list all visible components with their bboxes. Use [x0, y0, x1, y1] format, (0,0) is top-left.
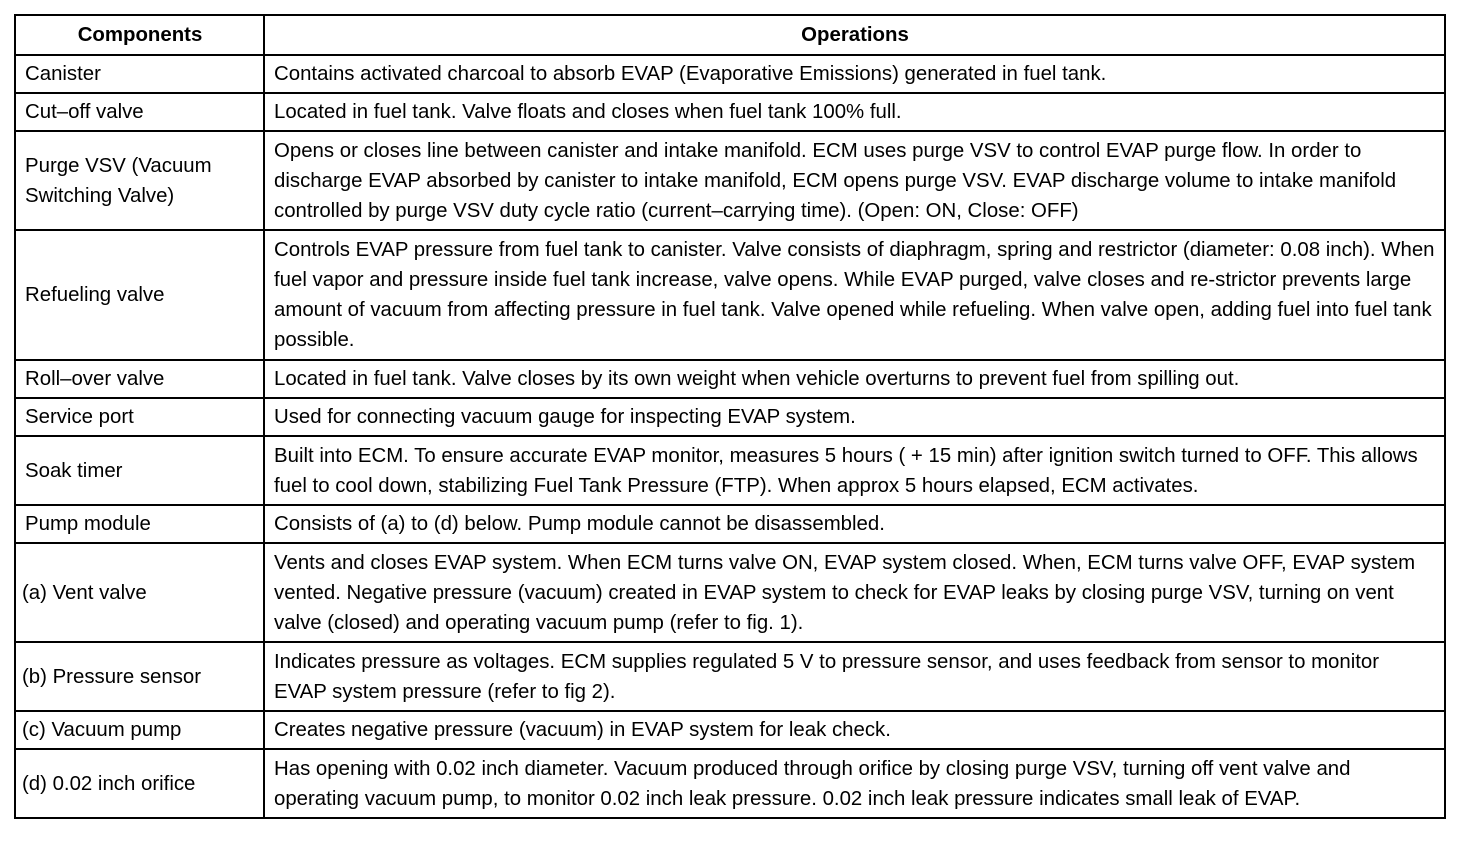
table-row — [15, 436, 1445, 505]
table-row — [15, 642, 1445, 711]
table-row — [15, 55, 1445, 93]
table-row — [15, 505, 1445, 543]
table-row — [15, 360, 1445, 398]
component-cell: (d) 0.02 inch orifice — [15, 749, 264, 818]
operation-cell: Consists of (a) to (d) below. Pump module cannot be disassembled. — [264, 505, 1445, 543]
evap-components-table — [14, 14, 1446, 819]
component-cell: Roll–over valve — [15, 360, 264, 398]
operation-cell: Indicates pressure as voltages. ECM supplies regulated 5 V to pressure sensor, and uses feedback from sensor to monitor EVAP system pressure (refer to fig 2). — [264, 642, 1445, 711]
operation-cell: Opens or closes line between canister and intake manifold. ECM uses purge VSV to control EVAP purge flow. In order to discharge EVAP absorbed by canister to intake manifold, ECM opens purge VSV. EVAP discharge volume to intake manifold controlled by purge VSV duty cycle ratio (current–carrying time). (Open: ON, Close: OFF) — [264, 131, 1445, 230]
operation-cell: Vents and closes EVAP system. When ECM turns valve ON, EVAP system closed. When, ECM turns valve OFF, EVAP system vented. Negative pressure (vacuum) created in EVAP system to check for EVAP leaks by closing purge VSV, turning on vent valve (closed) and operating vacuum pump (refer to fig. 1). — [264, 543, 1445, 642]
component-cell: (c) Vacuum pump — [15, 711, 264, 749]
operation-cell: Contains activated charcoal to absorb EVAP (Evaporative Emissions) generated in fuel tank. — [264, 55, 1445, 93]
table-row — [15, 543, 1445, 642]
component-cell: Soak timer — [15, 436, 264, 505]
operation-cell: Has opening with 0.02 inch diameter. Vacuum produced through orifice by closing purge VSV, turning off vent valve and operating vacuum pump, to monitor 0.02 inch leak pressure. 0.02 inch leak pressure indicates small leak of EVAP. — [264, 749, 1445, 818]
component-cell: Pump module — [15, 505, 264, 543]
component-cell: (b) Pressure sensor — [15, 642, 264, 711]
component-cell: (a) Vent valve — [15, 543, 264, 642]
table-row — [15, 131, 1445, 230]
table-row — [15, 230, 1445, 360]
operation-cell: Used for connecting vacuum gauge for inspecting EVAP system. — [264, 398, 1445, 436]
operation-cell: Controls EVAP pressure from fuel tank to canister. Valve consists of diaphragm, spring and restrictor (diameter: 0.08 inch). When fuel vapor and pressure inside fuel tank increase, valve opens. While EVAP purged, valve closes and re-strictor prevents large amount of vacuum from affecting pressure in fuel tank. Valve opened while refueling. When valve open, adding fuel into fuel tank possible. — [264, 230, 1445, 360]
component-cell: Refueling valve — [15, 230, 264, 360]
operation-cell: Located in fuel tank. Valve floats and closes when fuel tank 100% full. — [264, 93, 1445, 131]
component-cell: Service port — [15, 398, 264, 436]
component-cell: Cut–off valve — [15, 93, 264, 131]
component-cell: Purge VSV (Vacuum Switching Valve) — [15, 131, 264, 230]
table-row — [15, 93, 1445, 131]
table-row — [15, 711, 1445, 749]
operation-cell: Built into ECM. To ensure accurate EVAP monitor, measures 5 hours ( + 15 min) after ignition switch turned to OFF. This allows fuel to cool down, stabilizing Fuel Tank Pressure (FTP). When approx 5 hours elapsed, ECM activates. — [264, 436, 1445, 505]
operation-cell: Located in fuel tank. Valve closes by its own weight when vehicle overturns to prevent fuel from spilling out. — [264, 360, 1445, 398]
operation-cell: Creates negative pressure (vacuum) in EVAP system for leak check. — [264, 711, 1445, 749]
component-cell: Canister — [15, 55, 264, 93]
header-components: Components — [15, 15, 264, 55]
table-header-row — [15, 15, 1445, 55]
table-row — [15, 749, 1445, 818]
header-operations: Operations — [264, 15, 1445, 55]
table-row — [15, 398, 1445, 436]
